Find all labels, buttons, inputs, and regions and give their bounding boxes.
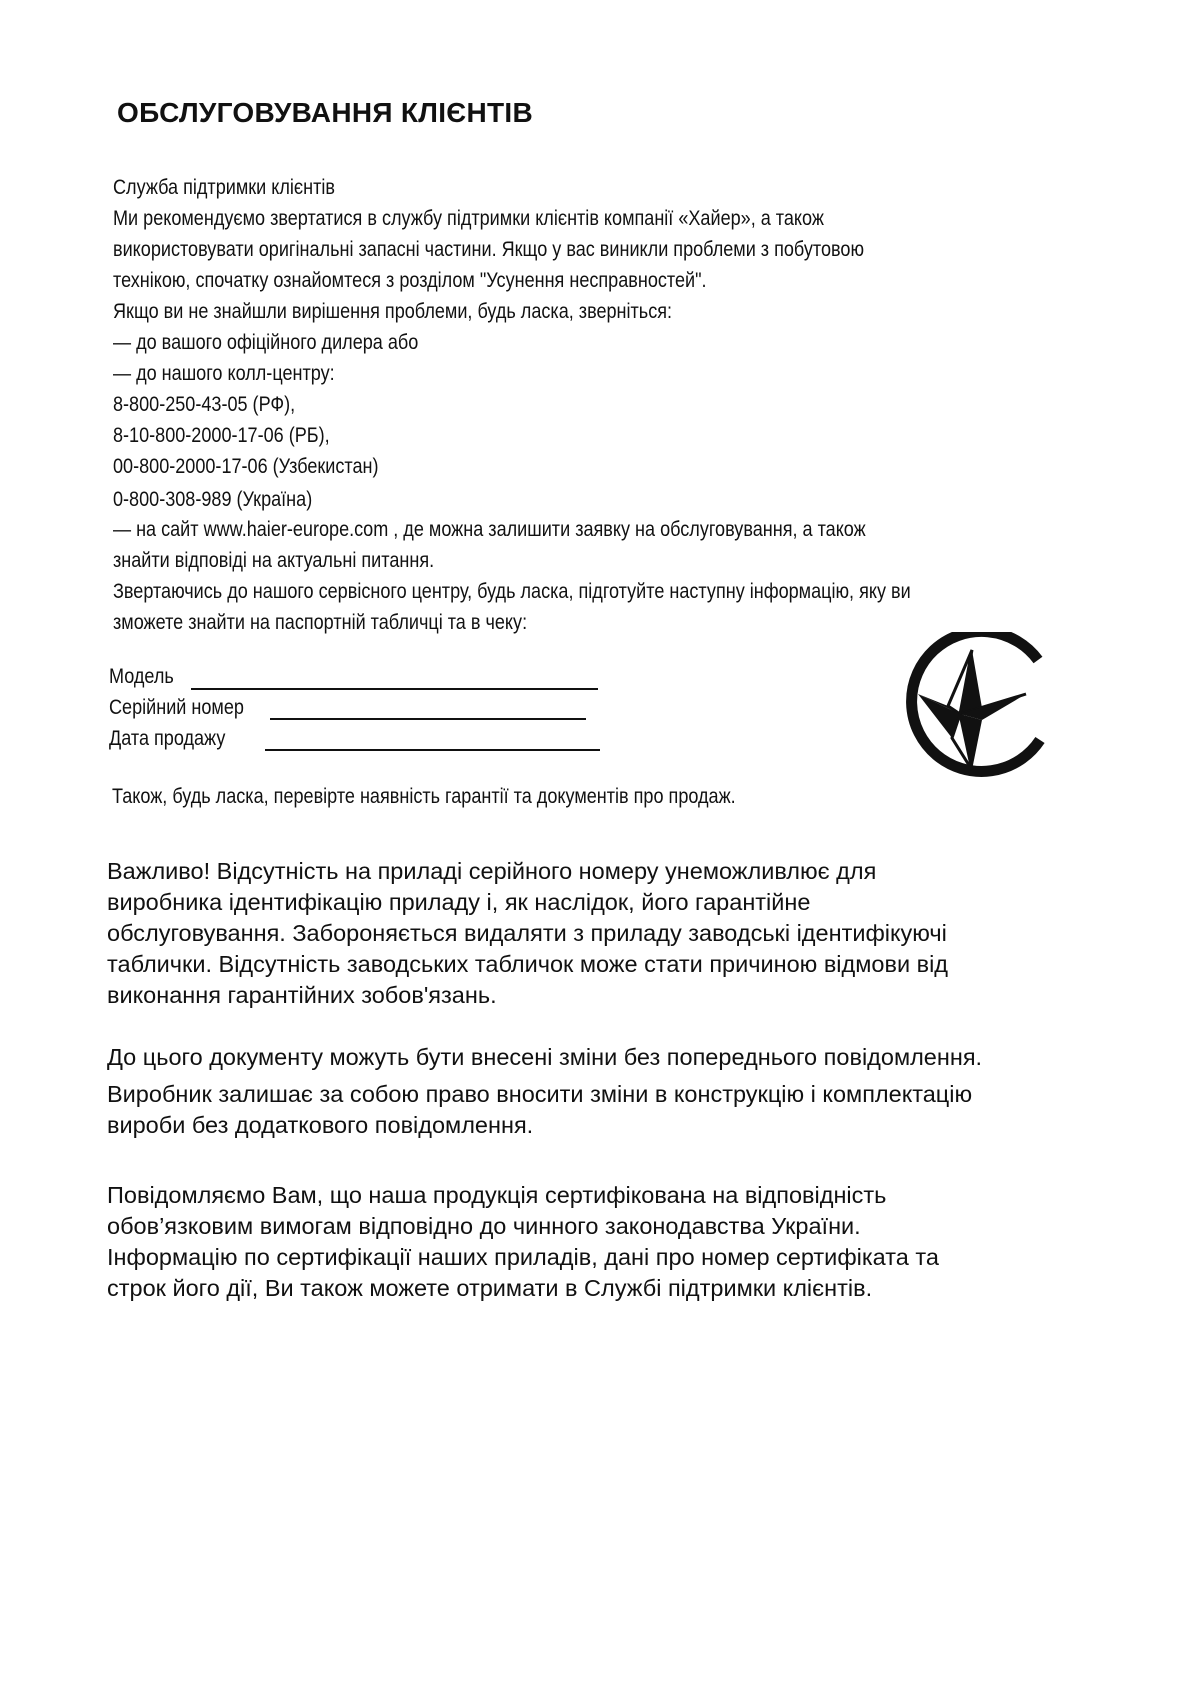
support-line: зможете знайти на паспортній табличці та в чеку: bbox=[113, 611, 528, 634]
support-line: Ми рекомендуємо звертатися в службу підтримки клієнтів компанії «Хайер», а також bbox=[113, 207, 824, 230]
model-label: Модель bbox=[109, 665, 174, 688]
support-line: — до нашого колл-центру: bbox=[113, 362, 335, 385]
support-line: — до вашого офіційного дилера або bbox=[113, 331, 419, 354]
phone-number: 8-10-800-2000-17-06 (РБ), bbox=[113, 424, 330, 447]
support-line: використовувати оригінальні запасні частини. Якщо у вас виникли проблеми з побутовою bbox=[113, 238, 865, 261]
support-heading: Служба підтримки клієнтів bbox=[113, 176, 335, 199]
important-line: обслуговування. Забороняється видаляти з приладу заводські ідентифікуючі bbox=[107, 920, 947, 946]
support-line: технікою, спочатку ознайомтеся з розділом "Усунення несправностей". bbox=[113, 269, 707, 292]
warranty-note: Також, будь ласка, перевірте наявність гарантії та документів про продаж. bbox=[112, 785, 736, 808]
changes-line: Виробник залишає за собою право вносити зміни в конструкцію і комплектацію bbox=[107, 1081, 973, 1107]
website-line: — на сайт www.haier-europe.com , де можна залишити заявку на обслуговування, а також bbox=[113, 518, 866, 541]
model-field-line bbox=[191, 688, 598, 690]
serial-number-label: Серійний номер bbox=[109, 696, 244, 719]
important-line: виробника ідентифікацію приладу і, як наслідок, його гарантійне bbox=[107, 889, 811, 915]
sale-date-field-line bbox=[265, 749, 600, 751]
support-line: знайти відповіді на актуальні питання. bbox=[113, 549, 435, 572]
phone-number: 8-800-250-43-05 (РФ), bbox=[113, 393, 296, 416]
support-line: Якщо ви не знайшли вирішення проблеми, будь ласка, зверніться: bbox=[113, 300, 673, 323]
ukrainian-conformity-mark-icon bbox=[898, 632, 1046, 780]
certification-line: обов’язковим вимогам відповідно до чинного законодавства України. bbox=[107, 1213, 861, 1239]
important-line: таблички. Відсутність заводських табличок може стати причиною відмови від bbox=[107, 951, 949, 977]
page-title: ОБСЛУГОВУВАННЯ КЛІЄНТІВ bbox=[117, 97, 534, 128]
important-line: Важливо! Відсутність на приладі серійного номеру унеможливлює для bbox=[107, 858, 877, 884]
support-line: Звертаючись до нашого сервісного центру, будь ласка, підготуйте наступну інформацію, яку ви bbox=[113, 580, 911, 603]
important-line: виконання гарантійних зобов'язань. bbox=[107, 982, 497, 1008]
certification-line: Повідомляємо Вам, що наша продукція сертифікована на відповідність bbox=[107, 1182, 887, 1208]
phone-number: 0-800-308-989 (Україна) bbox=[113, 488, 313, 511]
serial-number-field-line bbox=[270, 718, 586, 720]
sale-date-label: Дата продажу bbox=[109, 727, 226, 750]
changes-line: До цього документу можуть бути внесені зміни без попереднього повідомлення. bbox=[107, 1044, 983, 1070]
changes-line: вироби без додаткового повідомлення. bbox=[107, 1112, 534, 1138]
phone-number: 00-800-2000-17-06 (Узбекистан) bbox=[113, 455, 379, 478]
certification-line: Інформацію по сертифікації наших приладів, дані про номер сертифіката та bbox=[107, 1244, 939, 1270]
certification-line: строк його дії, Ви також можете отримати в Службі підтримки клієнтів. bbox=[107, 1275, 873, 1301]
